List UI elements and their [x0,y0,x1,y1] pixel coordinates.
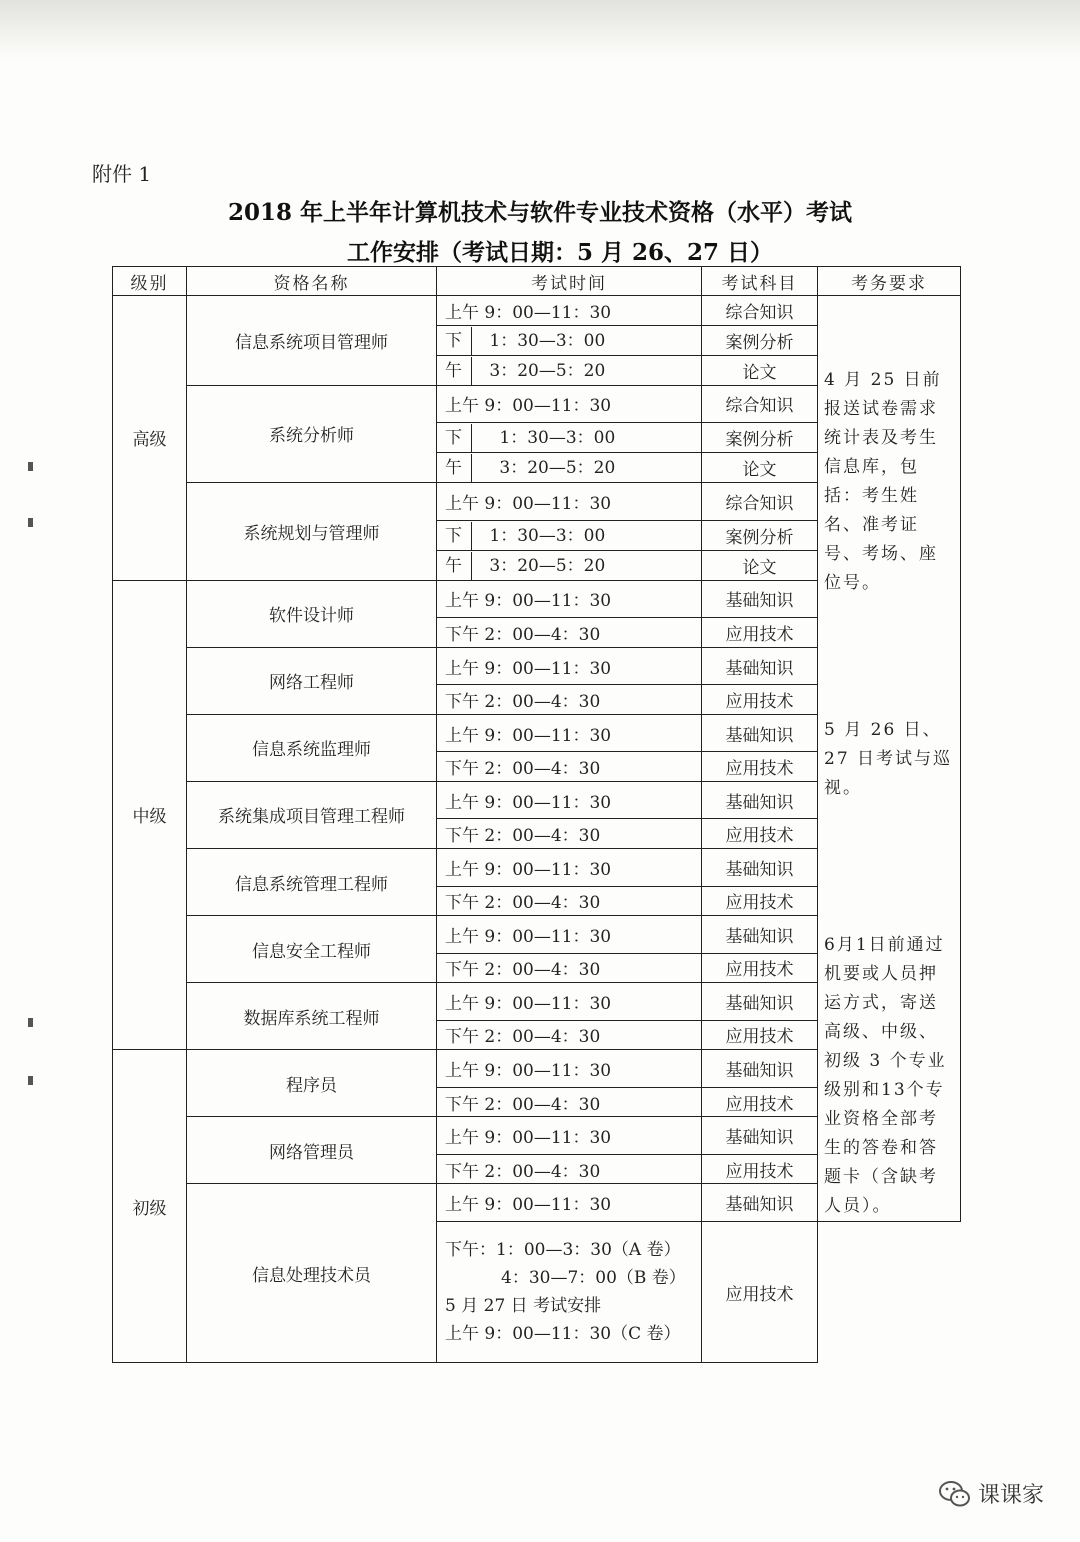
exam-time: 上午 9：00—11：30 [437,983,702,1021]
header-time: 考试时间 [437,267,702,296]
qualification-name: 数据库系统工程师 [187,983,437,1050]
document-subtitle: 工作安排（考试日期：5 月 26、27 日） [346,239,774,266]
exam-time: 下午 2：00—4：30 [437,886,702,916]
qualification-name: 信息安全工程师 [187,916,437,983]
exam-subject: 基础知识 [702,781,818,819]
exam-subject: 应用技术 [702,1087,818,1117]
exam-time: 1：30—3：00 [489,330,606,351]
exam-time-split [437,453,702,483]
exam-subject: 论文 [702,453,818,483]
exam-time: 上午 9：00—11：30 [437,647,702,685]
exam-time-line: 5 月 27 日 考试安排 [445,1296,602,1316]
exam-time: 上午 9：00—11：30 [437,1117,702,1155]
level-senior: 高级 [113,296,187,581]
afternoon-label: 午 [445,357,472,385]
exam-schedule-table [112,266,961,1363]
exam-subject: 基础知识 [702,916,818,954]
exam-time: 下午 2：00—4：30 [437,752,702,782]
exam-subject: 基础知识 [702,1050,818,1088]
header-qualification: 资格名称 [187,267,437,296]
exam-subject: 案例分析 [702,423,818,453]
afternoon-label: 下 [445,327,472,355]
exam-subject: 应用技术 [702,819,818,849]
header-level: 级别 [113,267,187,296]
exam-subject: 应用技术 [702,886,818,916]
exam-subject: 应用技术 [702,618,818,648]
exam-subject: 论文 [702,550,818,580]
exam-time: 下午 2：00—4：30 [437,1087,702,1117]
exam-subject: 基础知识 [702,848,818,886]
header-subject: 考试科目 [702,267,818,296]
exam-subject: 应用技术 [702,953,818,983]
exam-time: 3：20—5：20 [499,458,616,479]
exam-subject: 基础知识 [702,714,818,752]
scan-speck [28,462,33,471]
exam-time: 上午 9：00—11：30 [437,1184,702,1222]
exam-subject: 应用技术 [702,1020,818,1050]
watermark-logo [938,1478,1044,1509]
qualification-name: 系统规划与管理师 [187,483,437,581]
level-intermediate: 中级 [113,580,187,1050]
exam-time-split [437,325,702,355]
exam-subject: 综合知识 [702,385,818,423]
table-row [113,296,961,326]
requirements-cell [818,296,961,1222]
exam-time: 3：20—5：20 [489,360,606,381]
qualification-name: 信息处理技术员 [187,1184,437,1363]
exam-time: 上午 9：00—11：30 [437,781,702,819]
exam-time: 上午 9：00—11：30 [437,714,702,752]
wechat-icon [938,1479,972,1509]
afternoon-label: 下 [445,522,472,550]
exam-subject: 应用技术 [702,1154,818,1184]
exam-subject: 综合知识 [702,296,818,326]
qualification-name: 网络管理员 [187,1117,437,1184]
exam-time: 上午 9：00—11：30 [437,916,702,954]
exam-subject: 基础知识 [702,1184,818,1222]
exam-time-split [437,550,702,580]
exam-time-split [437,423,702,453]
exam-time: 上午 9：00—11：30 [437,385,702,423]
exam-time: 下午 2：00—4：30 [437,819,702,849]
qualification-name: 系统分析师 [187,385,437,483]
exam-time: 上午 9：00—11：30 [437,483,702,521]
scan-speck [28,1076,33,1085]
exam-time: 1：30—3：00 [499,428,616,449]
exam-time: 上午 9：00—11：30 [437,848,702,886]
level-junior: 初级 [113,1050,187,1363]
exam-subject: 应用技术 [702,1222,818,1363]
exam-time: 下午 2：00—4：30 [437,685,702,715]
exam-time-multi [437,1222,702,1363]
exam-subject: 案例分析 [702,520,818,550]
attachment-label: 附件 1 [92,162,152,186]
exam-subject: 应用技术 [702,752,818,782]
afternoon-label: 午 [445,552,472,580]
scan-speck [28,1018,33,1027]
requirement-block-1: 4 月 25 日前报送试卷需求统计表及考生信息库，包括：考生姓名、准考证号、考场、座位号。 [824,370,942,593]
header-requirements: 考务要求 [818,267,961,296]
table-header-row [113,267,961,296]
exam-subject: 基础知识 [702,1117,818,1155]
requirement-block-2: 5 月 26 日、27 日考试与巡视。 [824,720,953,798]
qualification-name: 信息系统管理工程师 [187,848,437,915]
qualification-name: 信息系统监理师 [187,714,437,781]
qualification-name: 软件设计师 [187,580,437,647]
exam-subject: 论文 [702,355,818,385]
exam-subject: 综合知识 [702,483,818,521]
exam-time: 下午 2：00—4：30 [437,953,702,983]
afternoon-label: 下 [445,424,472,452]
exam-time: 1：30—3：00 [489,525,606,546]
exam-subject: 基础知识 [702,580,818,618]
exam-time: 3：20—5：20 [489,555,606,576]
watermark-text: 课课家 [977,1483,1044,1508]
exam-time-line: 上午 9：00—11：30（C 卷） [445,1324,681,1344]
exam-time: 下午 2：00—4：30 [437,1020,702,1050]
exam-subject: 基础知识 [702,647,818,685]
qualification-name: 信息系统项目管理师 [187,296,437,386]
exam-time-split [437,520,702,550]
qualification-name: 网络工程师 [187,647,437,714]
exam-subject: 案例分析 [702,325,818,355]
exam-time: 上午 9：00—11：30 [437,580,702,618]
qualification-name: 系统集成项目管理工程师 [187,781,437,848]
afternoon-label: 午 [445,454,472,482]
exam-subject: 基础知识 [702,983,818,1021]
scan-speck [28,518,33,527]
exam-subject: 应用技术 [702,685,818,715]
exam-time: 上午 9：00—11：30 [437,296,702,326]
document-title: 2018 年上半年计算机技术与软件专业技术资格（水平）考试 [227,199,853,226]
exam-time-line: 下午：1：00—3：30（A 卷） [445,1240,681,1260]
qualification-name: 程序员 [187,1050,437,1117]
exam-time: 下午 2：00—4：30 [437,1154,702,1184]
exam-time: 下午 2：00—4：30 [437,618,702,648]
scan-shadow [0,0,1080,60]
exam-time-split [437,355,702,385]
exam-time: 上午 9：00—11：30 [437,1050,702,1088]
exam-time-line: 4：30—7：00（B 卷） [501,1268,686,1288]
requirement-block-3: 6月1日前通过机要或人员押运方式，寄送高级、中级、初级 3 个专业级别和13个专业资格全部考生的答卷和答题卡（含缺考人员）。 [824,935,947,1216]
